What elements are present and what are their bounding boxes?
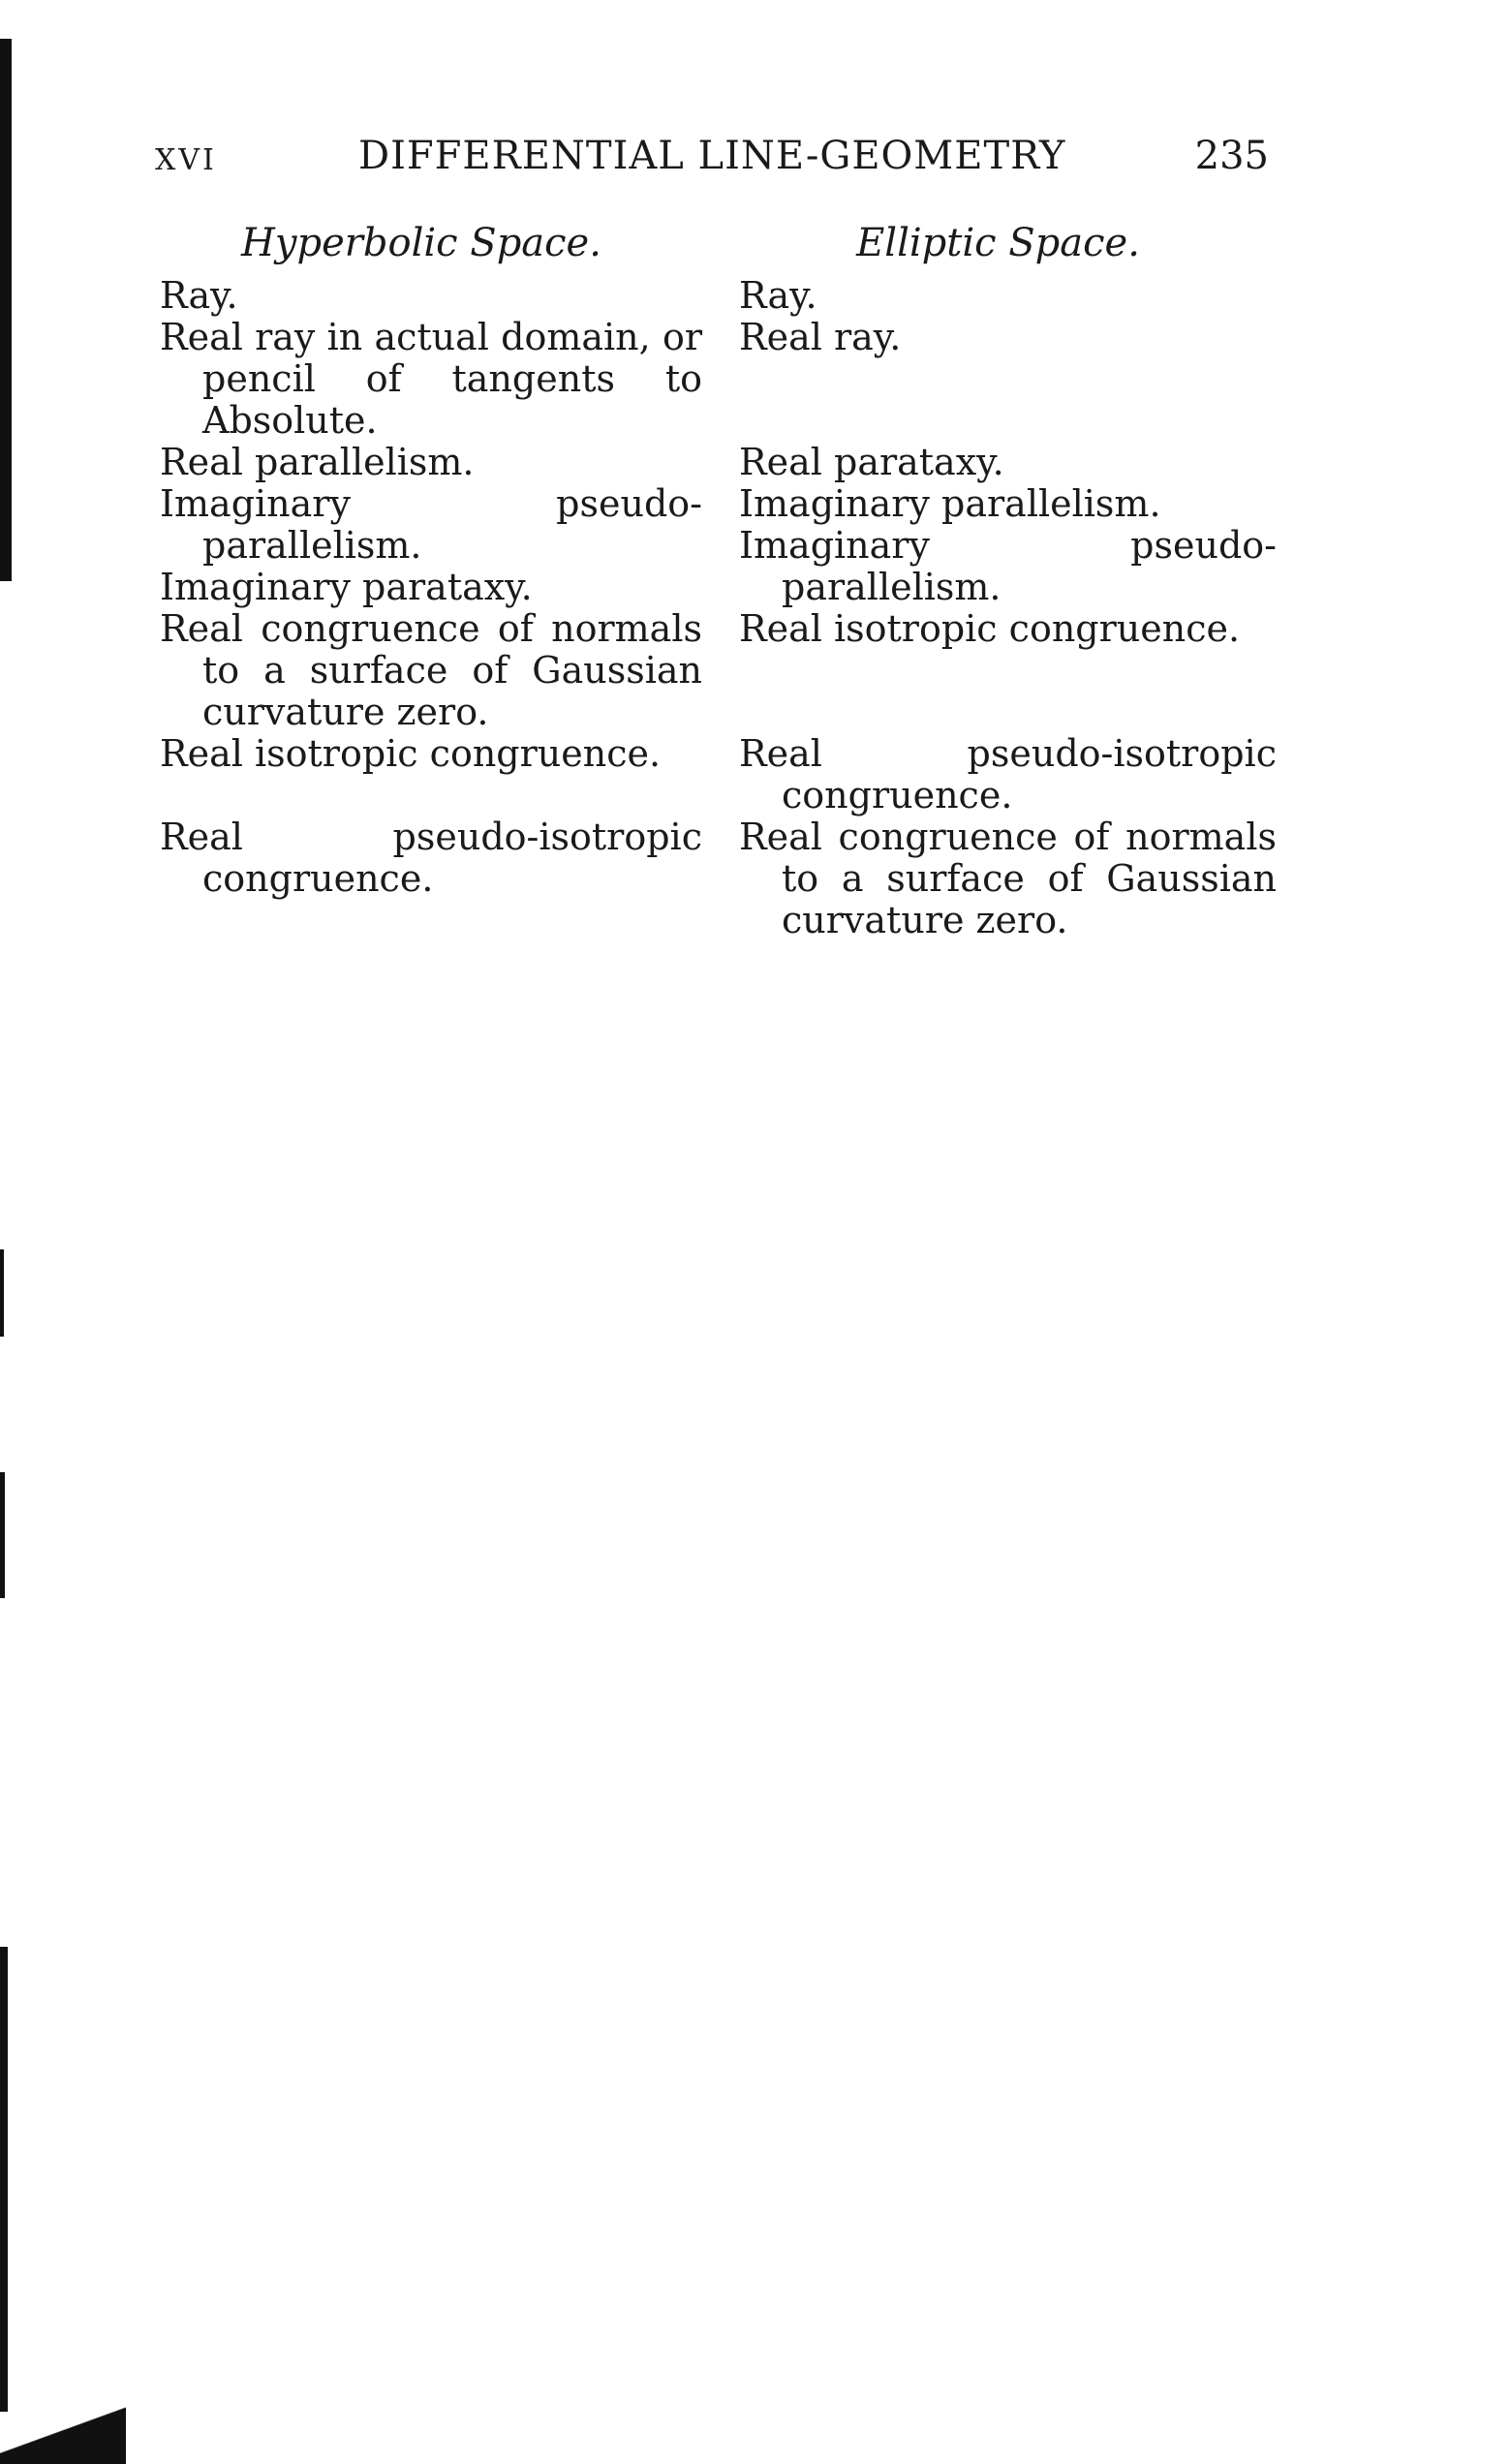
table-entry: Real parataxy. xyxy=(739,441,1004,483)
table-entry: Real isotropic congruence. xyxy=(160,732,662,775)
hyperbolic-space-column xyxy=(160,215,702,900)
binding-edge xyxy=(0,1947,8,2412)
binding-edge xyxy=(0,1472,5,1598)
table-entry: Real pseudo-isotropic congruence. xyxy=(739,732,1277,816)
page-number: 235 xyxy=(1194,134,1269,178)
table-entry: Imaginary parallelism. xyxy=(739,482,1161,525)
table-entry: Real parallelism. xyxy=(160,441,475,483)
table-entry: Real congruence of normals to a surface of Gaussian curvature zero. xyxy=(160,607,702,733)
table-entry: Real ray in actual domain, or pencil of tangents to Absolute. xyxy=(160,316,702,442)
table-entry: Imaginary parataxy. xyxy=(160,566,533,608)
binding-edge-corner xyxy=(0,2406,126,2464)
binding-edge xyxy=(0,1249,4,1337)
table-entry: Imaginary pseudo-parallelism. xyxy=(160,482,702,567)
chapter-number: XVI xyxy=(155,143,217,177)
binding-edge xyxy=(0,39,12,581)
table-entry: Ray. xyxy=(160,274,238,317)
page-header xyxy=(155,134,1269,182)
table-entry: Ray. xyxy=(739,274,817,317)
elliptic-space-column xyxy=(739,215,1277,941)
table-entry: Real isotropic congruence. xyxy=(739,607,1241,650)
table-entry: Real ray. xyxy=(739,316,902,358)
table-entry: Real pseudo-isotropic congruence. xyxy=(160,816,702,900)
column-heading: Elliptic Space. xyxy=(856,221,1140,265)
table-entry: Real congruence of normals to a surface of Gaussian curvature zero. xyxy=(739,816,1277,941)
running-title: DIFFERENTIAL LINE-GEOMETRY xyxy=(358,134,1066,178)
column-heading: Hyperbolic Space. xyxy=(241,221,601,265)
table-entry: Imaginary pseudo-parallelism. xyxy=(739,524,1277,608)
